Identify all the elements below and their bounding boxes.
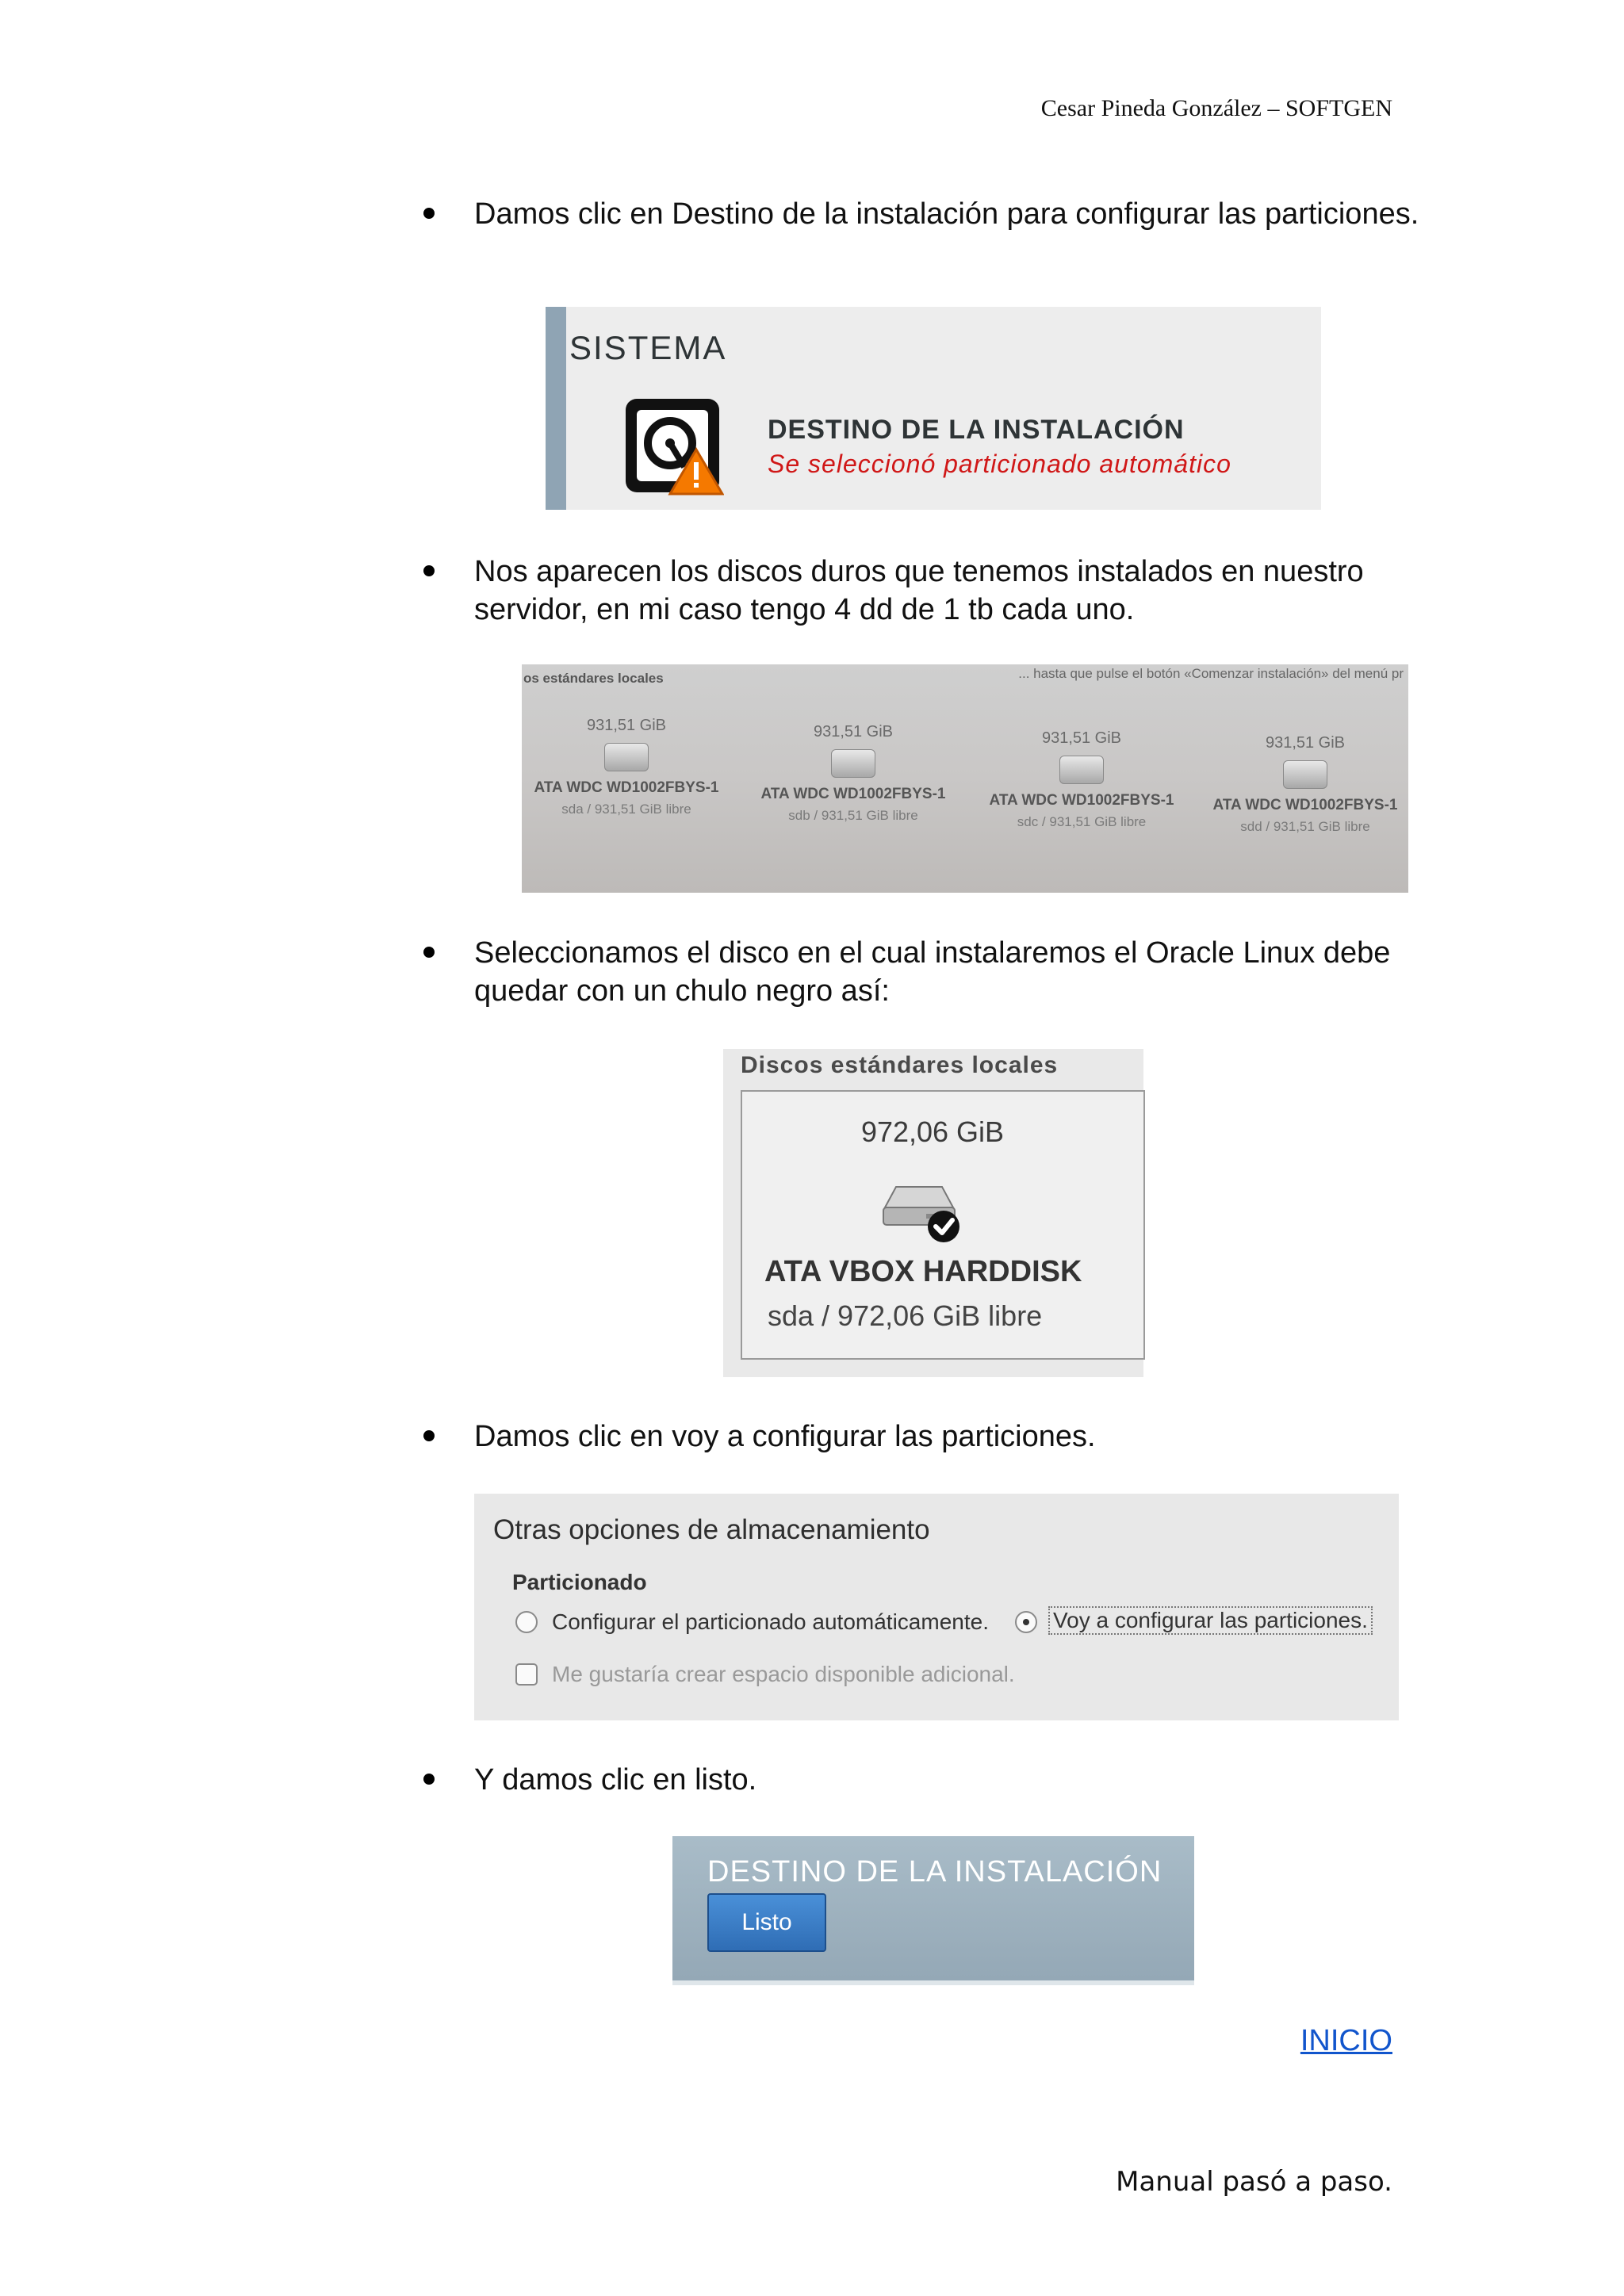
option-extra-label[interactable]: Me gustaría crear espacio disponible adicional.	[552, 1662, 1015, 1686]
step-text: Nos aparecen los discos duros que tenemos instalados en nuestro servidor, en mi caso tengo 4 dd de 1 tb cada uno.	[474, 555, 1364, 626]
harddisk-icon	[1059, 756, 1104, 784]
bullet-icon	[423, 1774, 435, 1785]
disk-free: sdc / 931,51 GiB libre	[1017, 814, 1147, 829]
harddisk-warning-icon[interactable]	[621, 394, 724, 497]
disk-size: 972,06 GiB	[860, 1115, 1005, 1148]
screenshot-disco-seleccionado	[723, 1049, 1143, 1377]
disk-item[interactable]	[1194, 734, 1408, 835]
disk-name: ATA VBOX HARDDISK	[764, 1255, 1082, 1288]
step-text: Y damos clic en listo.	[474, 1763, 757, 1797]
section-title: SISTEMA	[569, 329, 727, 366]
install-destination-title: DESTINO DE LA INSTALACIÓN	[707, 1855, 1162, 1888]
screenshot-listo	[672, 1836, 1194, 1985]
inicio-link[interactable]: INICIO	[1300, 2024, 1392, 2057]
disk-free: sdb / 931,51 GiB libre	[788, 808, 918, 823]
screenshot-discos	[522, 664, 1408, 893]
install-destination-label[interactable]: DESTINO DE LA INSTALACIÓN	[768, 415, 1185, 445]
header-company: SOFTGEN	[1285, 95, 1392, 121]
page-footer: Manual pasó a paso.	[1116, 2166, 1392, 2198]
storage-options-title: Otras opciones de almacenamiento	[493, 1514, 930, 1545]
checkbox-extra-space[interactable]	[515, 1663, 538, 1686]
screenshot-opciones-almacenamiento	[474, 1494, 1399, 1720]
header-author: Cesar Pineda González	[1040, 95, 1262, 121]
page-header	[1041, 95, 1392, 122]
option-manual-label[interactable]: Voy a configurar las particiones.	[1048, 1606, 1373, 1635]
partitioning-label: Particionado	[512, 1570, 647, 1594]
sidebar-strip	[546, 307, 566, 510]
disk-name: ATA WDC WD1002FBYS-1	[534, 779, 719, 796]
disk-size: 931,51 GiB	[813, 723, 894, 740]
disk-name: ATA WDC WD1002FBYS-1	[760, 786, 946, 802]
selected-disk-card[interactable]	[741, 1090, 1145, 1360]
header-separator: –	[1267, 95, 1280, 121]
disk-size: 931,51 GiB	[586, 717, 667, 734]
step-text: Damos clic en Destino de la instalación para configurar las particiones.	[474, 197, 1419, 231]
harddisk-icon	[1283, 760, 1327, 789]
done-button[interactable]: Listo	[707, 1893, 826, 1952]
disk-item[interactable]	[522, 717, 737, 817]
disk-free: sdd / 931,51 GiB libre	[1240, 819, 1370, 834]
disk-size: 931,51 GiB	[1265, 734, 1346, 752]
local-disks-header: os estándares locales	[523, 671, 664, 686]
disk-item[interactable]	[971, 729, 1193, 830]
radio-manual-partition[interactable]	[1015, 1611, 1037, 1633]
bullet-icon	[423, 565, 435, 576]
harddisk-icon	[831, 749, 875, 778]
screenshot-sistema	[546, 307, 1321, 510]
disk-name: ATA WDC WD1002FBYS-1	[1212, 797, 1398, 813]
disk-name: ATA WDC WD1002FBYS-1	[989, 792, 1174, 809]
hint-text: ... hasta que pulse el botón «Comenzar instalación» del menú pr	[1018, 666, 1404, 681]
bullet-icon	[423, 208, 435, 219]
harddisk-checked-icon	[879, 1181, 966, 1244]
harddisk-icon	[604, 743, 649, 771]
disk-free: sda / 931,51 GiB libre	[561, 802, 691, 817]
bullet-icon	[423, 947, 435, 958]
bullet-icon	[423, 1430, 435, 1441]
step-text: Seleccionamos el disco en el cual instalaremos el Oracle Linux debe quedar con un chulo negro así:	[474, 936, 1391, 1008]
local-disks-header: Discos estándares locales	[741, 1052, 1059, 1078]
disk-item[interactable]	[742, 723, 964, 824]
disk-free: sda / 972,06 GiB libre	[768, 1299, 1043, 1332]
radio-auto-partition[interactable]	[515, 1611, 538, 1633]
step-text: Damos clic en voy a configurar las particiones.	[474, 1420, 1096, 1453]
disk-size: 931,51 GiB	[1041, 729, 1122, 747]
option-auto-label[interactable]: Configurar el particionado automáticamente.	[552, 1609, 989, 1634]
install-destination-status: Se seleccionó particionado automático	[768, 450, 1231, 478]
